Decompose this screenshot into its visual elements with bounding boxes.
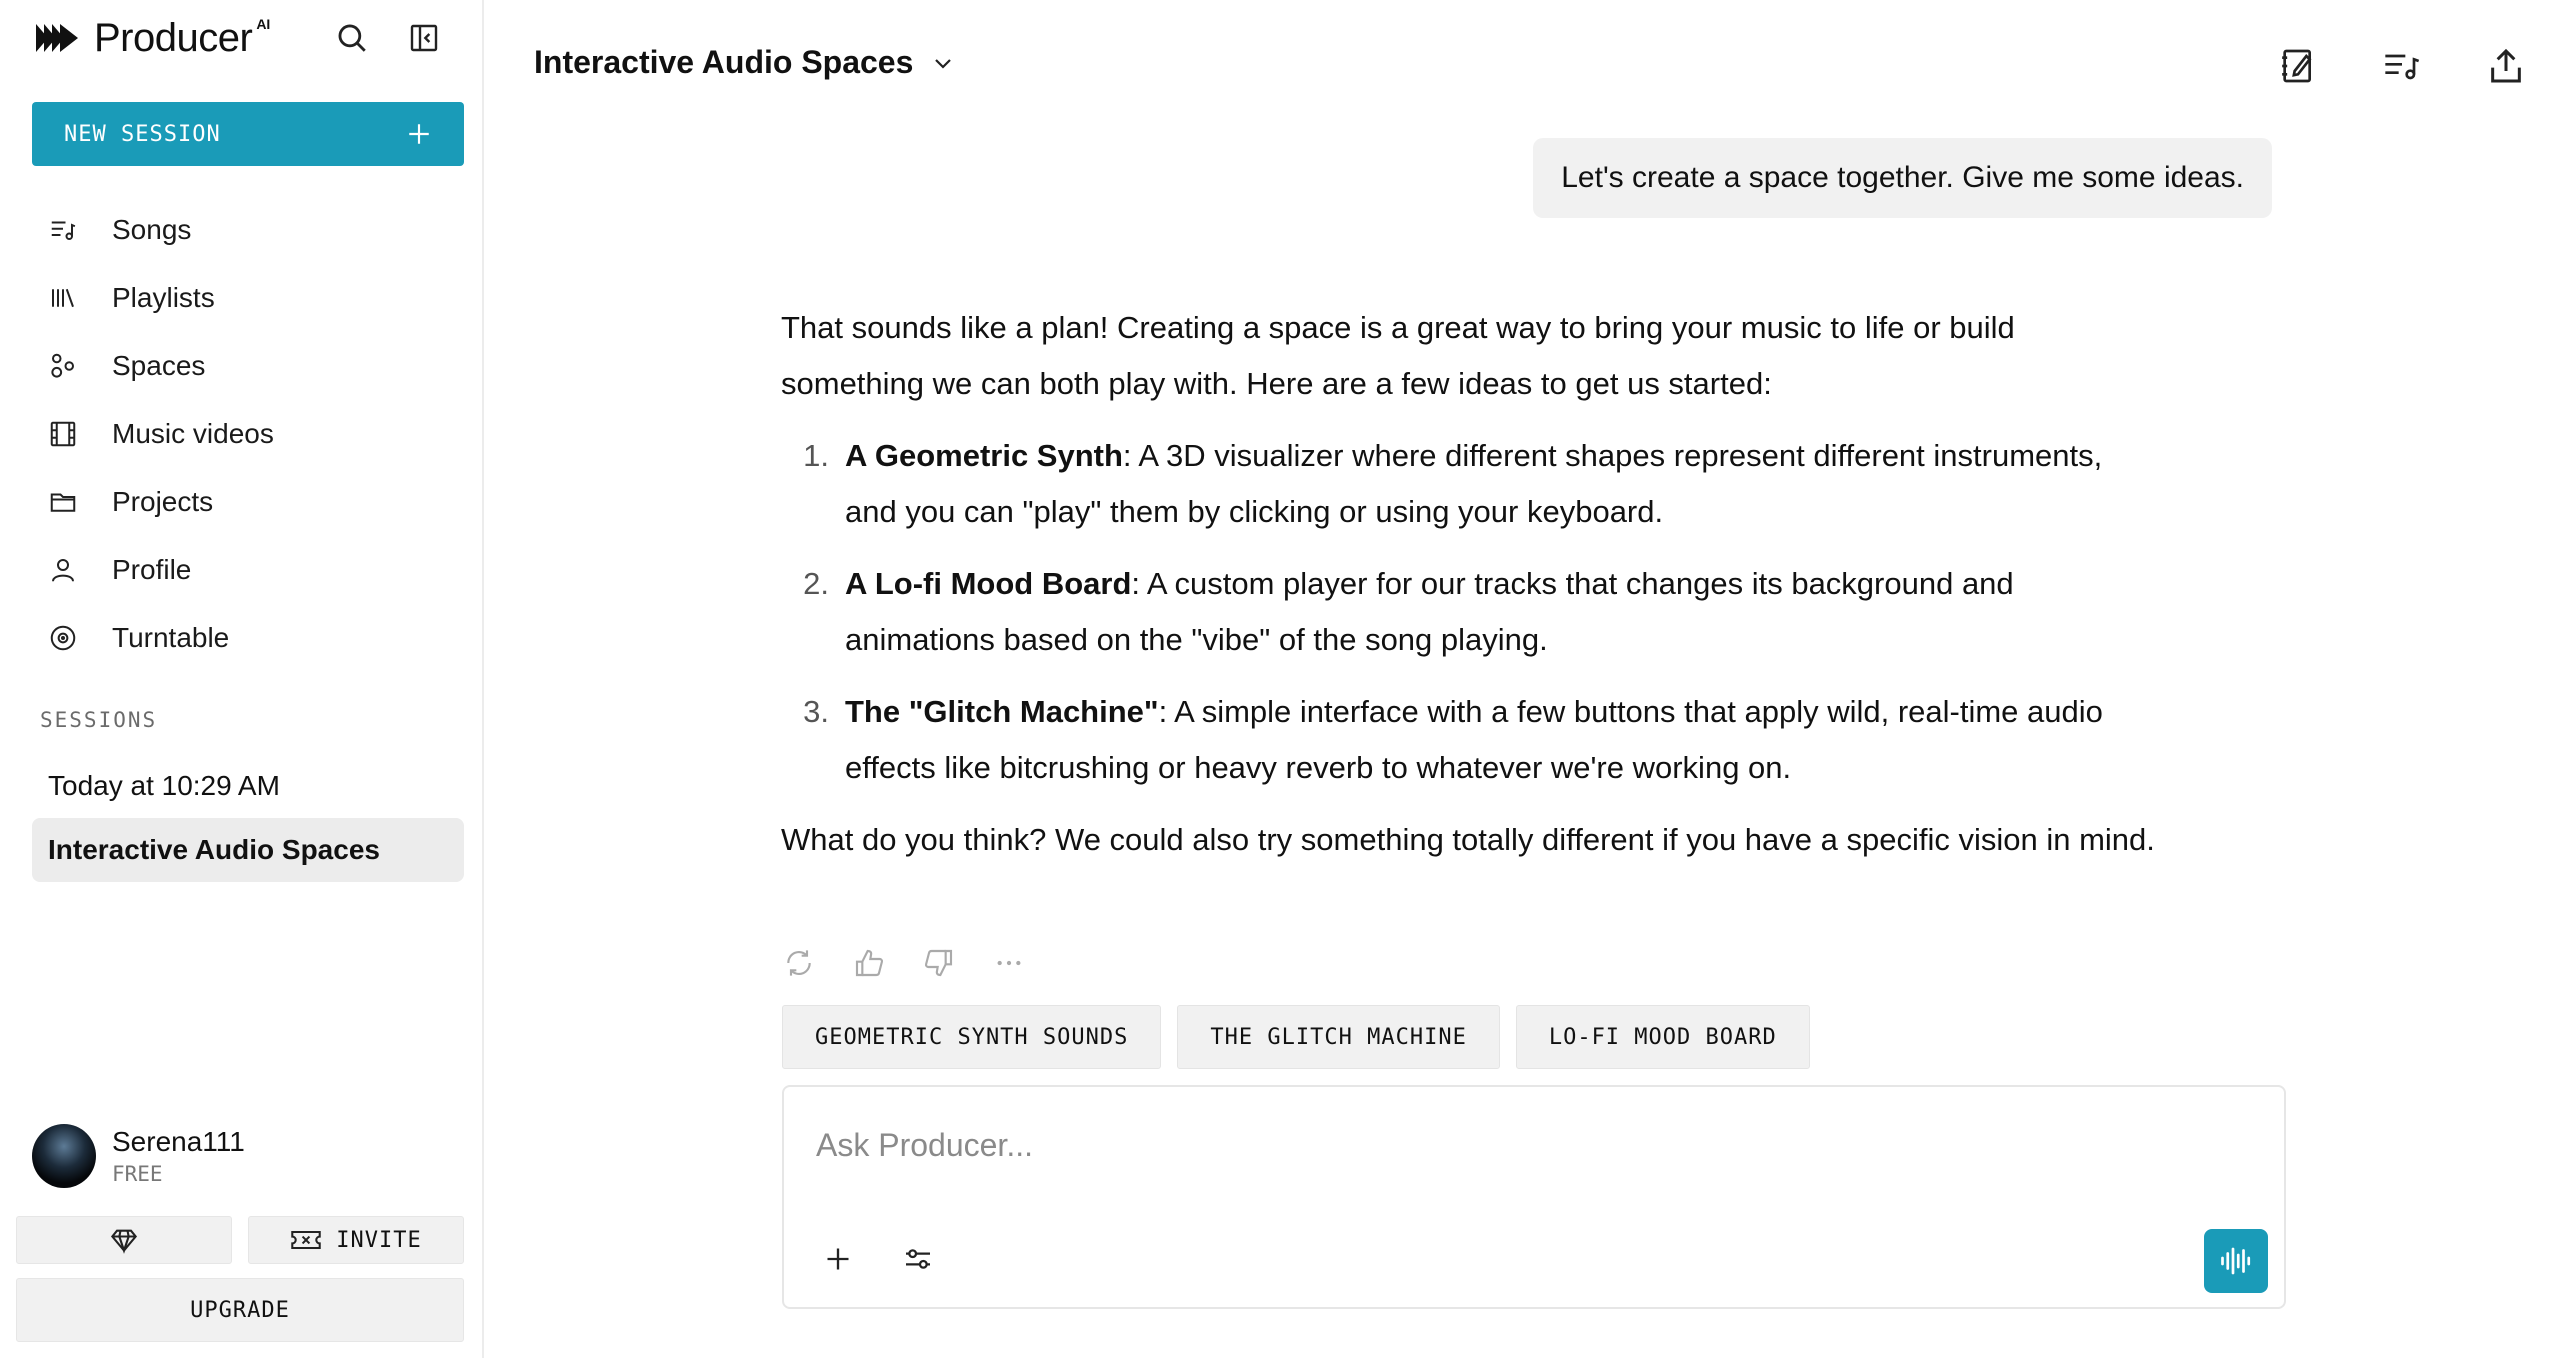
suggestion-chip[interactable]: THE GLITCH MACHINE — [1177, 1005, 1499, 1069]
suggestion-chips — [782, 1005, 1810, 1069]
idea-title: A Lo-fi Mood Board — [845, 566, 1132, 601]
plus-icon — [406, 121, 432, 147]
upgrade-button[interactable] — [16, 1278, 464, 1342]
sidebar-item-spaces[interactable] — [32, 332, 464, 400]
sidebar-item-music-videos[interactable] — [32, 400, 464, 468]
session-item[interactable]: Today at 10:29 AM — [48, 770, 280, 801]
brand[interactable] — [34, 14, 270, 62]
idea-text: : A custom player for our tracks that changes its background and animations based on the "vibe" of the song playing. — [845, 566, 2014, 657]
sidebar-item-label: Music videos — [112, 418, 274, 449]
diamond-icon — [110, 1226, 138, 1254]
user-message: Let's create a space together. Give me some ideas. — [1533, 138, 2272, 218]
songs-icon — [48, 215, 78, 245]
collapse-sidebar-icon[interactable] — [404, 18, 444, 58]
thumbs-down-icon[interactable] — [922, 946, 956, 980]
add-attachment-icon[interactable] — [818, 1239, 858, 1279]
sidebar-item-label: Spaces — [112, 350, 206, 381]
list-number: 3. — [803, 694, 829, 729]
chevron-down-icon — [931, 51, 955, 75]
avatar — [32, 1124, 96, 1188]
sidebar-item-label: Profile — [112, 554, 192, 585]
idea-text: : A 3D visualizer where different shapes represent different instruments, and you can "play" them by clicking or using your keyboard. — [845, 438, 2103, 529]
sessions-heading: SESSIONS — [40, 708, 158, 732]
user-profile[interactable] — [32, 1124, 245, 1188]
library-icon — [48, 283, 78, 313]
film-icon — [48, 419, 78, 449]
user-plan: FREE — [112, 1162, 163, 1186]
thumbs-up-icon[interactable] — [852, 946, 886, 980]
sidebar-item-label: Turntable — [112, 622, 230, 653]
regenerate-icon[interactable] — [782, 946, 816, 980]
list-number: 1. — [803, 438, 829, 473]
sidebar-item-turntable[interactable] — [32, 604, 464, 672]
sidebar — [0, 0, 484, 1358]
list-item — [781, 428, 2161, 540]
sidebar-item-profile[interactable] — [32, 536, 464, 604]
invite-button[interactable] — [248, 1216, 464, 1264]
voice-input-button[interactable] — [2204, 1229, 2268, 1293]
invite-label: INVITE — [336, 1227, 422, 1253]
sidebar-item-projects[interactable] — [32, 468, 464, 536]
idea-text: : A simple interface with a few buttons that apply wild, real-time audio effects like bitcrushing or heavy reverb to whatever we're working on. — [845, 694, 2103, 785]
assistant-outro: What do you think? We could also try something totally different if you have a specific vision in mind. — [781, 822, 2155, 857]
upgrade-label: UPGRADE — [190, 1297, 290, 1323]
sidebar-item-label: Songs — [112, 214, 192, 245]
message-input[interactable]: Ask Producer... — [816, 1127, 1033, 1163]
waveform-icon — [2218, 1243, 2254, 1279]
search-icon[interactable] — [332, 18, 372, 58]
list-number: 2. — [803, 566, 829, 601]
turntable-icon — [48, 623, 78, 653]
new-session-label: NEW SESSION — [64, 121, 221, 147]
session-item-active[interactable]: Interactive Audio Spaces — [32, 818, 464, 882]
list-item — [781, 684, 2161, 796]
message-actions — [782, 946, 1026, 980]
suggestion-chip[interactable]: LO-FI MOOD BOARD — [1516, 1005, 1810, 1069]
sidebar-item-songs[interactable] — [32, 196, 464, 264]
main-panel — [486, 0, 2574, 1358]
share-icon[interactable] — [2484, 44, 2528, 88]
user-name: Serena111 — [112, 1126, 245, 1157]
page-title: Interactive Audio Spaces — [534, 44, 914, 80]
more-options-icon[interactable] — [992, 946, 1026, 980]
composer — [782, 1085, 2286, 1309]
notebook-edit-icon[interactable] — [2276, 44, 2320, 88]
ideas-list — [781, 428, 2161, 796]
assistant-intro: That sounds like a plan! Creating a space is a great way to bring your music to life or build something we can both play with. Here are a few ideas to get us started: — [781, 310, 2015, 401]
session-title-dropdown[interactable] — [534, 44, 955, 81]
idea-title: A Geometric Synth — [845, 438, 1123, 473]
producer-logo-icon — [34, 18, 80, 58]
sidebar-item-label: Projects — [112, 486, 214, 517]
spaces-icon — [48, 351, 78, 381]
assistant-message — [781, 300, 2161, 884]
sidebar-nav — [32, 196, 464, 672]
new-session-button[interactable] — [32, 102, 464, 166]
songs-list-icon[interactable] — [2380, 44, 2424, 88]
sidebar-item-playlists[interactable] — [32, 264, 464, 332]
settings-sliders-icon[interactable] — [898, 1239, 938, 1279]
folder-icon — [48, 487, 78, 517]
idea-title: The "Glitch Machine" — [845, 694, 1159, 729]
ticket-icon — [290, 1226, 322, 1254]
user-icon — [48, 555, 78, 585]
brand-name: Producer — [94, 15, 253, 60]
brand-superscript: AI — [256, 16, 271, 32]
list-item — [781, 556, 2161, 668]
suggestion-chip[interactable]: GEOMETRIC SYNTH SOUNDS — [782, 1005, 1161, 1069]
diamond-button[interactable] — [16, 1216, 232, 1264]
sidebar-item-label: Playlists — [112, 282, 215, 313]
